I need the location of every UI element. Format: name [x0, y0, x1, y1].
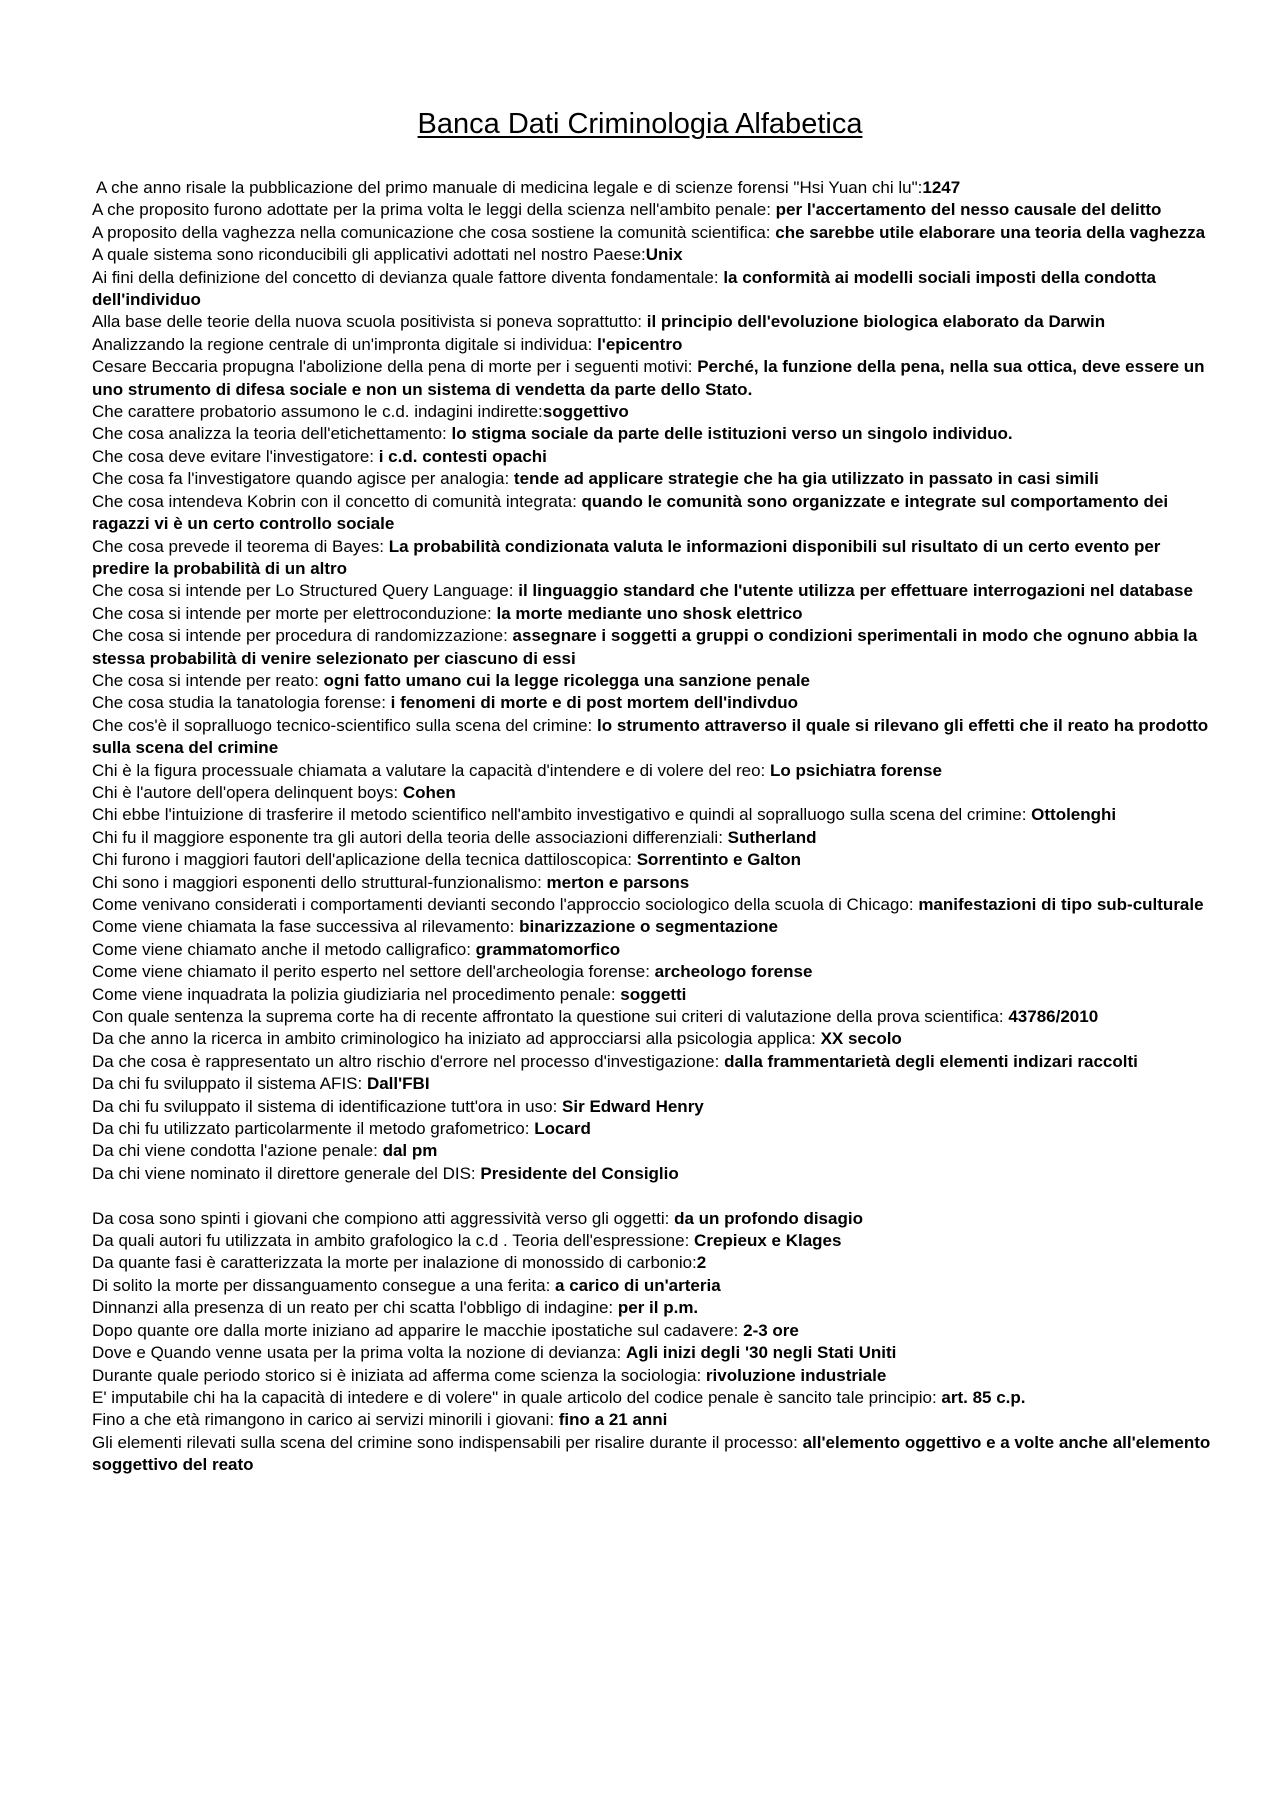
list-item: E' imputabile chi ha la capacità di intedere e di volere" in quale articolo del codice penale è sancito tale principio: art. 85 c.p. [92, 1387, 1026, 1407]
list-item: Da quali autori fu utilizzata in ambito grafologico la c.d . Teoria dell'espressione: Crepieux e Klages [92, 1231, 842, 1251]
list-item: Chi sono i maggiori esponenti dello struttural-funzionalismo: merton e parsons [92, 872, 690, 892]
document-title: Banca Dati Criminologia Alfabetica [417, 108, 863, 140]
list-item: Che cosa si intende per reato: ogni fatto umano cui la legge ricolegga una sanzione penale [92, 670, 810, 690]
list-item: Che cosa si intende per morte per elettroconduzione: la morte mediante uno shosk elettrico [92, 603, 803, 623]
list-item: Ai fini della definizione del concetto di devianza quale fattore diventa fondamentale: la conformità ai modelli sociali imposti della condotta dell'individuo [92, 267, 1156, 310]
list-item: Che cosa analizza la teoria dell'etichettamento: lo stigma sociale da parte delle istituzioni verso un singolo individuo. [92, 424, 1013, 444]
list-item: Gli elementi rilevati sulla scena del crimine sono indispensabili per risalire durante il processo: all'elemento oggettivo e a volte anche all'elemento soggettivo del reato [92, 1432, 1211, 1475]
list-item: Durante quale periodo storico si è iniziata ad afferma come scienza la sociologia: rivoluzione industriale [92, 1365, 887, 1385]
list-item: Che cosa studia la tanatologia forense: i fenomeni di morte e di post mortem dell'indivduo [92, 693, 798, 713]
list-item: A proposito della vaghezza nella comunicazione che cosa sostiene la comunità scientifica: che sarebbe utile elaborare una teoria della vaghezza [92, 222, 1206, 242]
list-item: Che cosa prevede il teorema di Bayes: La probabilità condizionata valuta le informazioni disponibili sul risultato di un certo evento per predire la probabilità di un altro [92, 536, 1161, 578]
list-item: Che cosa si intende per Lo Structured Query Language: il linguaggio standard che l'utente utilizza per effettuare interrogazioni nel database [92, 581, 1193, 601]
list-item: Cesare Beccaria propugna l'abolizione della pena di morte per i seguenti motivi: Perché, la funzione della pena, nella sua ottica, deve essere un uno strumento di difesa sociale e non un sistema di vendetta da parte dello Stato. [92, 357, 1205, 399]
list-item: Dove e Quando venne usata per la prima volta la nozione di devianza: Agli inizi degli '30 negli Stati Uniti [92, 1343, 897, 1363]
list-item: Che cosa deve evitare l'investigatore: i c.d. contesti opachi [92, 446, 547, 466]
list-item: Come venivano considerati i comportamenti devianti secondo l'approccio sociologico della scuola di Chicago: manifestazioni di tipo sub-culturale [92, 895, 1204, 914]
list-item: Come viene chiamato anche il metodo calligrafico: grammatomorfico [92, 939, 621, 959]
list-item: Chi furono i maggiori fautori dell'aplicazione della tecnica dattiloscopica: Sorrentinto e Galton [92, 850, 802, 870]
question-list [92, 177, 1212, 1477]
list-item: Da cosa sono spinti i giovani che compiono atti aggressività verso gli oggetti: da un profondo disagio [92, 1208, 863, 1228]
list-item: Che carattere probatorio assumono le c.d. indagini indirette:soggettivo [92, 402, 629, 422]
list-item: Da chi viene nominato il direttore generale del DIS: Presidente del Consiglio [92, 1163, 679, 1183]
list-item: A quale sistema sono riconducibili gli applicativi adottati nel nostro Paese:Unix [92, 245, 683, 265]
list-item: Che cos'è il sopralluogo tecnico-scientifico sulla scena del crimine: lo strumento attraverso il quale si rilevano gli effetti che il reato ha prodotto sulla scena del crimine [92, 715, 1209, 758]
list-item: Che cosa si intende per procedura di randomizzazione: assegnare i soggetti a gruppi o condizioni sperimentali in modo che ognuno abbia la stessa probabilità di venire selezionato per ciascuno di essi [92, 626, 1198, 668]
list-item: Da che cosa è rappresentato un altro rischio d'errore nel processo d'investigazione: dalla frammentarietà degli elementi indizari raccolti [92, 1051, 1138, 1071]
list-item: Da chi fu sviluppato il sistema di identificazione tutt'ora in uso: Sir Edward Henry [92, 1096, 704, 1116]
list-item: Chi è la figura processuale chiamata a valutare la capacità d'intendere e di volere del reo: Lo psichiatra forense [92, 760, 942, 780]
list-item: Chi ebbe l'intuizione di trasferire il metodo scientifico nell'ambito investigativo e quindi al sopralluogo sulla scena del crimine: Ottolenghi [92, 805, 1117, 825]
list-item: Di solito la morte per dissanguamento consegue a una ferita: a carico di un'arteria [92, 1275, 721, 1295]
list-item: A che anno risale la pubblicazione del primo manuale di medicina legale e di scienze forensi "Hsi Yuan chi lu":1247 [96, 178, 961, 197]
list-item: Che cosa intendeva Kobrin con il concetto di comunità integrata: quando le comunità sono organizzate e integrate sul comportamento dei ragazzi vi è un certo controllo sociale [92, 491, 1169, 534]
list-item: Con quale sentenza la suprema corte ha di recente affrontato la questione sui criteri di valutazione della prova scientifica: 43786/2010 [92, 1007, 1099, 1027]
list-item: Come viene chiamato il perito esperto nel settore dell'archeologia forense: archeologo forense [92, 962, 813, 982]
list-item: Dinnanzi alla presenza di un reato per chi scatta l'obbligo di indagine: per il p.m. [92, 1298, 699, 1318]
list-item: Chi fu il maggiore esponente tra gli autori della teoria delle associazioni differenziali: Sutherland [92, 827, 817, 847]
list-item: Da chi fu utilizzato particolarmente il metodo grafometrico: Locard [92, 1119, 591, 1139]
list-item: Analizzando la regione centrale di un'impronta digitale si individua: l'epicentro [92, 334, 683, 354]
list-item: Chi è l'autore dell'opera delinquent boys: Cohen [92, 782, 456, 802]
list-item: Che cosa fa l'investigatore quando agisce per analogia: tende ad applicare strategie che ha gia utilizzato in passato in casi simili [92, 469, 1099, 489]
list-item: Da chi viene condotta l'azione penale: dal pm [92, 1141, 438, 1161]
list-item: Come viene inquadrata la polizia giudiziaria nel procedimento penale: soggetti [92, 984, 687, 1004]
list-item: Come viene chiamata la fase successiva al rilevamento: binarizzazione o segmentazione [92, 917, 778, 937]
list-item: Dopo quante ore dalla morte iniziano ad apparire le macchie ipostatiche sul cadavere: 2-3 ore [92, 1320, 799, 1340]
section-gap [92, 1185, 1212, 1207]
list-item: Da quante fasi è caratterizzata la morte per inalazione di monossido di carbonio:2 [92, 1253, 707, 1273]
list-item: Da che anno la ricerca in ambito criminologico ha iniziato ad approcciarsi alla psicologia applica: XX secolo [92, 1029, 902, 1049]
list-item: Fino a che età rimangono in carico ai servizi minorili i giovani: fino a 21 anni [92, 1410, 668, 1430]
list-item: A che proposito furono adottate per la prima volta le leggi della scienza nell'ambito penale: per l'accertamento del nesso causale del delitto [92, 200, 1162, 220]
list-item: Alla base delle teorie della nuova scuola positivista si poneva soprattutto: il principio dell'evoluzione biologica elaborato da Darwin [92, 312, 1106, 332]
list-item: Da chi fu sviluppato il sistema AFIS: Dall'FBI [92, 1074, 430, 1094]
